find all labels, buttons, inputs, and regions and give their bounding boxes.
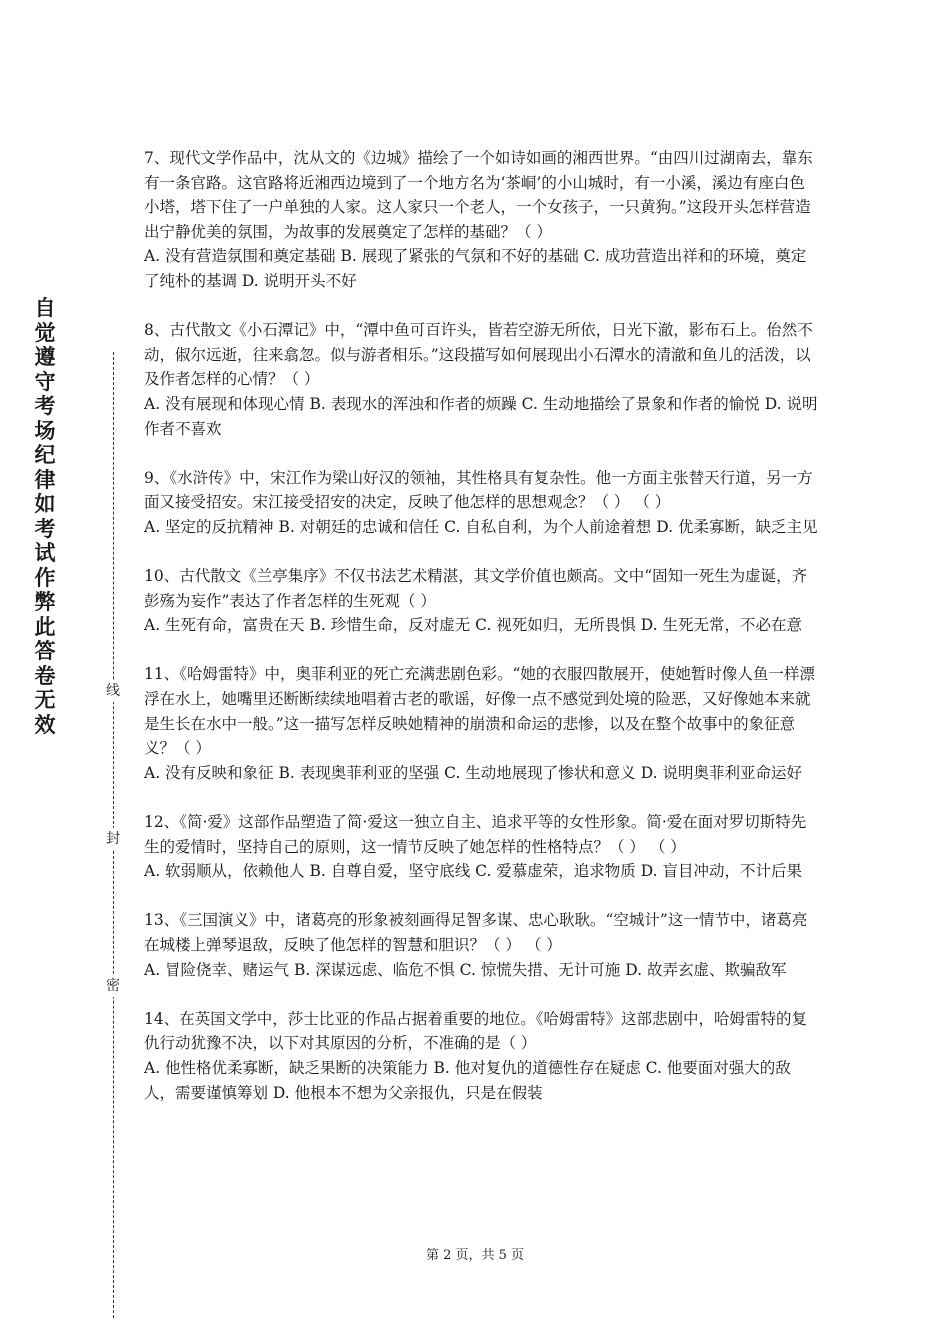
question-stem: 8、古代散文《小石潭记》中，“潭中鱼可百许头，皆若空游无所依，日光下澈，影布石上。佁然不动，俶尔远逝，往来翕忽。似与游者相乐。”这段描写如何展现出小石潭水的清澈和鱼儿的活泼，以及作者怎样的心情？（ ）	[144, 321, 813, 389]
page-footer: 第 2 页，共 5 页	[425, 1248, 525, 1263]
question-8	[144, 318, 820, 441]
binding-label-seal: 封	[104, 828, 122, 850]
question-options: A. 冒险侥幸、赌运气 B. 深谋远虑、临危不惧 C. 惊慌失措、无计可施 D. 故弄玄虚、欺骗敌军	[144, 960, 787, 979]
exam-discipline-notice: 自觉遵守考场纪律如考试作弊此答卷无效	[34, 296, 56, 737]
question-stem: 9、《水浒传》中，宋江作为梁山好汉的领袖，其性格具有复杂性。他一方面主张替天行道，另一方面又接受招安。宋江接受招安的决定，反映了他怎样的思想观念？（ ） （ ）	[144, 468, 813, 512]
question-options: A. 没有营造氛围和奠定基础 B. 展现了紧张的气氛和不好的基础 C. 成功营造出祥和的环境，奠定了纯朴的基调 D. 说明开头不好	[144, 247, 807, 290]
question-options: A. 他性格优柔寡断，缺乏果断的决策能力 B. 他对复仇的道德性存在疑虑 C. 他要面对强大的敌人，需要谨慎筹划 D. 他根本不想为父亲报仇，只是在假装	[144, 1058, 791, 1102]
question-options: A. 没有展现和体现心情 B. 表现水的浑浊和作者的烦躁 C. 生动地描绘了景象和作者的愉悦 D. 说明作者不喜欢	[144, 394, 818, 438]
binding-label-line: 线	[104, 680, 122, 702]
binding-label-secret: 密	[104, 975, 122, 997]
question-10	[144, 564, 820, 638]
question-7	[144, 146, 820, 294]
question-13	[144, 908, 820, 982]
question-stem: 12、《简·爱》这部作品塑造了简·爱这一独立自主、追求平等的女性形象。简·爱在面对罗切斯特先生的爱情时，坚持自己的原则，这一情节反映了她怎样的性格特点？（ ） （ ）	[144, 813, 807, 856]
question-14	[144, 1007, 820, 1105]
question-9	[144, 466, 820, 540]
question-11	[144, 662, 820, 785]
question-options: A. 软弱顺从，依赖他人 B. 自尊自爱，坚守底线 C. 爱慕虚荣，追求物质 D. 盲目冲动，不计后果	[144, 862, 802, 881]
question-stem: 14、在英国文学中，莎士比亚的作品占据着重要的地位。《哈姆雷特》这部悲剧中，哈姆雷特的复仇行动犹豫不决，以下对其原因的分析，不准确的是（ ）	[144, 1009, 807, 1053]
question-stem: 7、现代文学作品中，沈从文的《边城》描绘了一个如诗如画的湘西世界。“由四川过湖南去，靠东有一条官路。这官路将近湘西边境到了一个地方名为‘茶峒’的小山城时，有一小溪，溪边有座白色小塔，塔下住了一户单独的人家。这人家只一个老人，一个女孩子，一只黄狗。”这段开头怎样营造出宁静优美的氛围，为故事的发展奠定了怎样的基础？（ ）	[144, 149, 813, 241]
question-options: A. 没有反映和象征 B. 表现奥菲利亚的坚强 C. 生动地展现了惨状和意义 D. 说明奥菲利亚命运好	[144, 763, 802, 782]
question-12	[144, 810, 820, 884]
question-stem: 11、《哈姆雷特》中，奥菲利亚的死亡充满悲剧色彩。“她的衣服四散展开，使她暂时像人鱼一样漂浮在水上，她嘴里还断断续续地唱着古老的歌谣，好像一点不感觉到处境的险恶，又好像她本来就是生长在水中一般。”这一描写怎样反映她精神的崩溃和命运的悲惨，以及在整个故事中的象征意义？（ ）	[144, 665, 815, 758]
question-stem: 10、古代散文《兰亭集序》不仅书法艺术精湛，其文学价值也颇高。文中“固知一死生为虚诞，齐彭殇为妄作”表达了作者怎样的生死观（ ）	[144, 567, 808, 610]
question-options: A. 生死有命，富贵在天 B. 珍惜生命，反对虚无 C. 视死如归，无所畏惧 D. 生死无常，不必在意	[144, 616, 802, 635]
question-stem: 13、《三国演义》中，诸葛亮的形象被刻画得足智多谋、忠心耿耿。“空城计”这一情节中，诸葛亮在城楼上弹琴退敌，反映了他怎样的智慧和胆识？（ ） （ ）	[144, 911, 808, 954]
question-options: A. 坚定的反抗精神 B. 对朝廷的忠诚和信任 C. 自私自利，为个人前途着想 D. 优柔寡断，缺乏主见	[144, 517, 818, 536]
question-list	[144, 146, 820, 1130]
